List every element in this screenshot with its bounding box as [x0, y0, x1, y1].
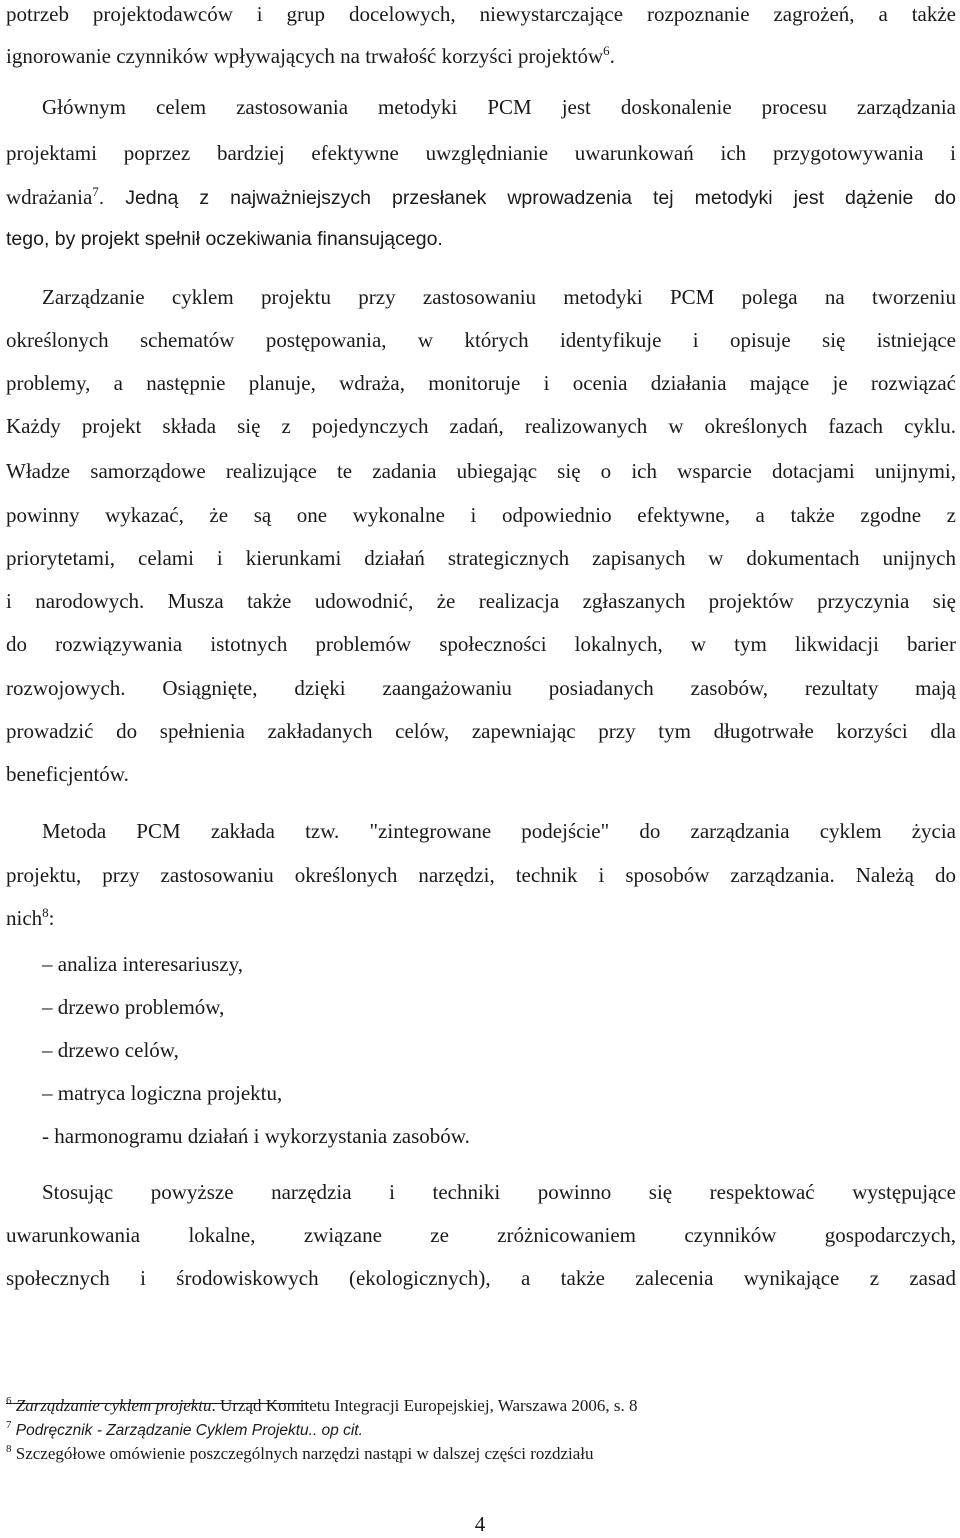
paragraph-3-line: określonych schematów postępowania, w których identyfikuje i opisuje się istniejące: [6, 328, 956, 352]
footnote-number: 6: [6, 1395, 12, 1407]
footnote-7: [6, 1419, 363, 1442]
paragraph-5-line: uwarunkowania lokalne, związane ze zróżnicowaniem czynników gospodarczych,: [6, 1223, 956, 1247]
list-item: - harmonogramu działań i wykorzystania zasobów.: [42, 1124, 470, 1148]
paragraph-3-line: i narodowych. Musza także udowodnić, że realizacja zgłaszanych projektów przyczynia się: [6, 589, 956, 613]
paragraph-3-line: do rozwiązywania istotnych problemów społeczności lokalnych, w tym likwidacji barier: [6, 632, 956, 656]
footnote-title: Zarządzanie cyklem projektu: [15, 1396, 212, 1415]
footnote-number: 8: [6, 1443, 12, 1455]
list-item: – matryca logiczna projektu,: [42, 1081, 283, 1105]
footnote-text: .. op cit.: [308, 1422, 363, 1439]
paragraph-3-line: powinny wykazać, że są one wykonalne i odpowiednio efektywne, a także zgodne z: [6, 503, 956, 527]
list-item: – drzewo problemów,: [42, 995, 225, 1019]
list-item: – analiza interesariuszy,: [42, 952, 243, 976]
paragraph-1-line: [6, 42, 956, 70]
paragraph-3-line: priorytetami, celami i kierunkami działań strategicznych zapisanych w dokumentach unijnych: [6, 546, 956, 570]
paragraph-3-line: Władze samorządowe realizujące te zadania ubiegając się o ich wsparcie dotacjami unijnymi,: [6, 459, 956, 483]
footnote-text: Szczegółowe omówienie poszczególnych narzędzi nastąpi w dalszej części rozdziału: [15, 1444, 594, 1463]
footnote-ref-7[interactable]: 7: [92, 184, 99, 199]
footnote-ref-6[interactable]: 6: [603, 43, 610, 58]
paragraph-3-line: prowadzić do spełnienia zakładanych celów, zapewniając przy tym długotrwałe korzyści dla: [6, 719, 956, 743]
footnote-8: [6, 1443, 594, 1465]
text-run: nich: [6, 906, 43, 930]
footnote-text: . Urząd Komitetu Integracji Europejskiej, Warszawa 2006, s. 8: [211, 1396, 638, 1415]
paragraph-4-line: projektu, przy zastosowaniu określonych narzędzi, technik i sposobów zarządzania. Należą do: [6, 863, 956, 887]
list-item: – drzewo celów,: [42, 1038, 179, 1062]
paragraph-3-line: rozwojowych. Osiągnięte, dzięki zaangażowaniu posiadanych zasobów, rezultaty mają: [6, 676, 956, 700]
footnote-6: [6, 1395, 638, 1417]
text-run: ignorowanie czynników wpływających na trwałość korzyści projektów: [6, 44, 604, 68]
paragraph-3-line: problemy, a następnie planuje, wdraża, monitoruje i ocenia działania mające je rozwiązać: [6, 371, 956, 395]
paragraph-2-line: Głównym celem zastosowania metodyki PCM jest doskonalenie procesu zarządzania: [42, 95, 956, 119]
page-number: 4: [474, 1512, 486, 1536]
paragraph-2-line: projektami poprzez bardziej efektywne uwzględnianie uwarunkowań ich przygotowywania i: [6, 141, 956, 165]
paragraph-3-line: Zarządzanie cyklem projektu przy zastosowaniu metodyki PCM polega na tworzeniu: [42, 285, 956, 309]
text-run: :: [48, 906, 55, 930]
paragraph-2-line: tego, by projekt spełnił oczekiwania finansującego.: [6, 228, 443, 250]
paragraph-1-line: potrzeb projektodawców i grup docelowych, niewystarczające rozpoznanie zagrożeń, a także: [6, 2, 956, 26]
paragraph-3-line: beneficjentów.: [6, 762, 129, 786]
text-run: wdrażania: [6, 185, 93, 209]
paragraph-2-line: [6, 183, 956, 212]
paragraph-5-line: społecznych i środowiskowych (ekologicznych), a także zalecenia wynikające z zasad: [6, 1266, 956, 1290]
footnote-number: 7: [6, 1419, 12, 1431]
footnote-ref-8[interactable]: 8: [42, 905, 49, 920]
paragraph-5-line: Stosując powyższe narzędzia i techniki powinno się respektować występujące: [42, 1180, 956, 1204]
text-run: . Jedną z najważniejszych przesłanek wprowadzenia tej metodyki jest dążenie do: [98, 187, 956, 209]
footnote-title: Podręcznik - Zarządzanie Cyklem Projektu: [15, 1422, 309, 1439]
paragraph-4-line: Metoda PCM zakłada tzw. "zintegrowane podejście" do zarządzania cyklem życia: [42, 819, 956, 843]
paragraph-3-line: Każdy projekt składa się z pojedynczych zadań, realizowanych w określonych fazach cyklu.: [6, 414, 956, 438]
paragraph-4-line: [6, 904, 956, 932]
text-run: .: [609, 44, 615, 68]
